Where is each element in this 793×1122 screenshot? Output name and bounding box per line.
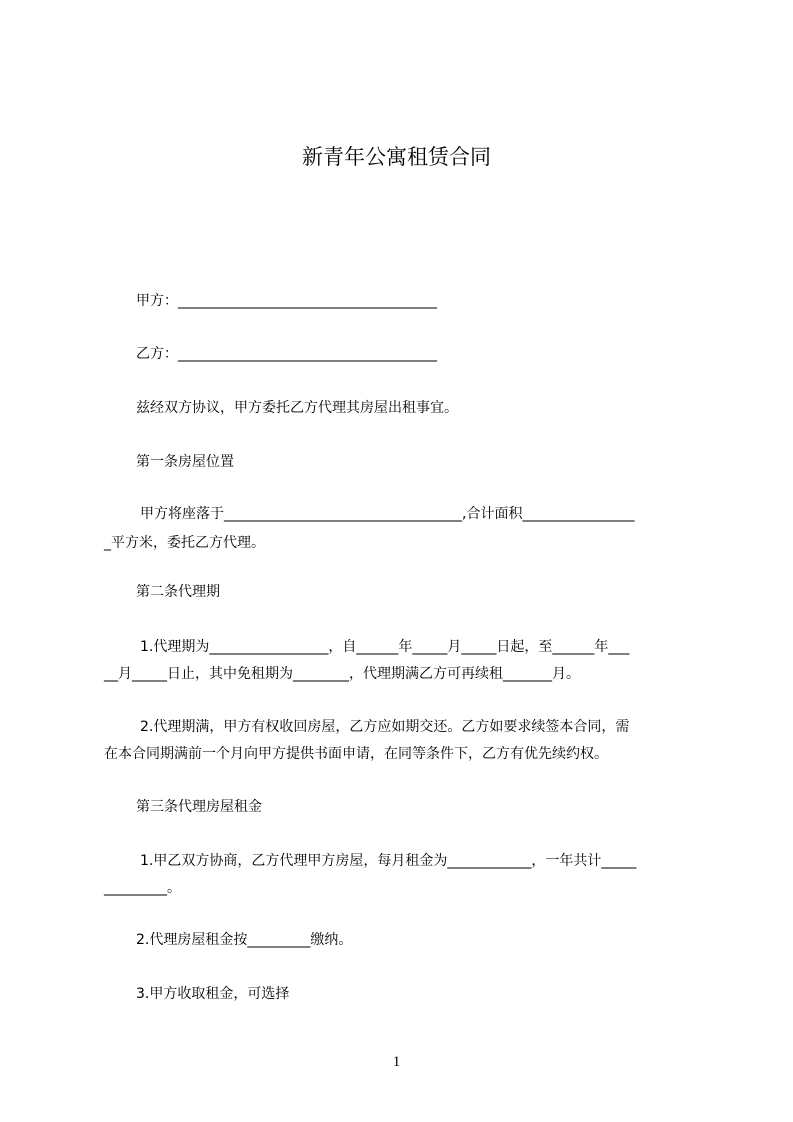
article-3-item-1-line-2: _________。 (104, 880, 181, 896)
party-b-line: 乙方：_____________________________________ (136, 346, 437, 362)
article-3-item-3: 3.甲方收取租金，可选择 (136, 986, 290, 1002)
page-title: 新青年公寓租赁合同 (302, 145, 491, 169)
article-1-text-line-1: 甲方将座落于__________________________________,合计面积________________ (140, 506, 635, 522)
page-number: 1 (392, 1054, 401, 1070)
article-1-text-line-2: _平方米，委托乙方代理。 (104, 535, 265, 551)
article-1-heading: 第一条房屋位置 (136, 454, 234, 470)
article-2-heading: 第二条代理期 (136, 584, 220, 600)
intro-paragraph: 兹经双方协议，甲方委托乙方代理其房屋出租事宜。 (136, 400, 458, 416)
article-3-item-1-line-1: 1.甲乙双方协商，乙方代理甲方房屋，每月租金为____________，一年共计_____ (140, 853, 637, 869)
article-3-item-2: 2.代理房屋租金按_________缴纳。 (136, 932, 353, 948)
article-2-item-2-line-1: 2.代理期满，甲方有权收回房屋，乙方应如期交还。乙方如要求续签本合同，需 (140, 719, 630, 735)
party-a-line: 甲方：_____________________________________ (136, 293, 437, 309)
article-2-item-1-line-2: __月_____日止，其中免租期为________，代理期满乙方可再续租_______月。 (104, 666, 580, 682)
article-2-item-1-line-1: 1.代理期为_________________，自______年_____月_____日起，至______年___ (140, 639, 630, 655)
article-3-heading: 第三条代理房屋租金 (136, 799, 262, 815)
article-2-item-2-line-2: 在本合同期满前一个月向甲方提供书面申请，在同等条件下，乙方有优先续约权。 (104, 746, 608, 762)
